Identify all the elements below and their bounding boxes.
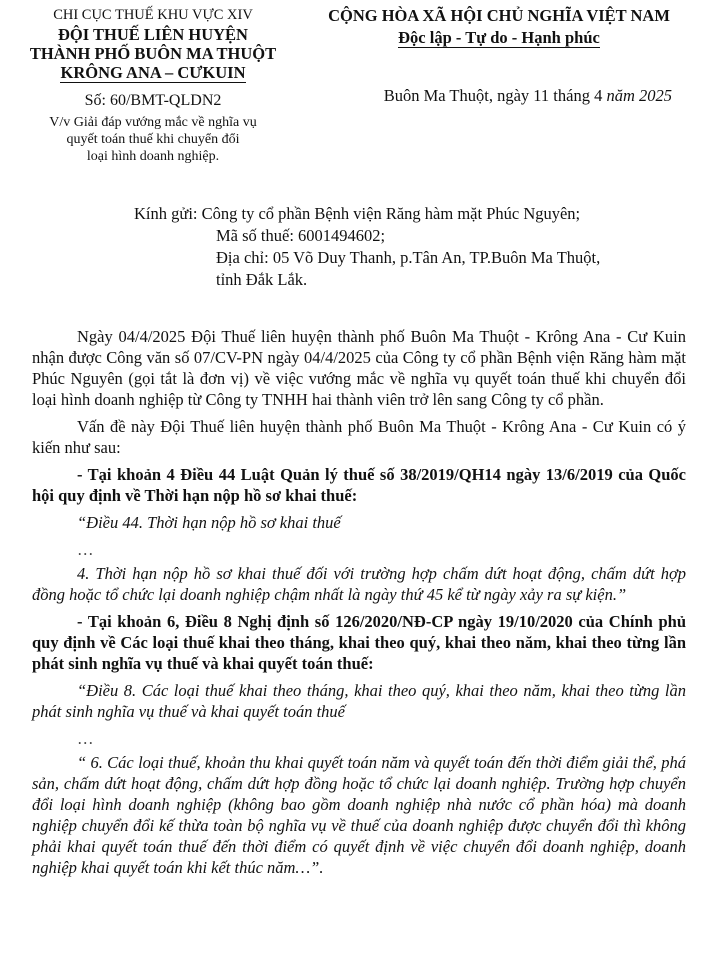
national-header-block	[300, 6, 698, 106]
date-prefix: Buôn Ma Thuột, ngày 11 tháng 4	[383, 86, 603, 105]
paragraph-2: Vấn đề này Đội Thuế liên huyện thành phố Buôn Ma Thuột - Krông Ana - Cư Kuin có ý kiến như sau:	[32, 417, 686, 457]
parent-agency: CHI CỤC THUẾ KHU VỰC XIV	[53, 7, 253, 23]
quote-clause-4: 4. Thời hạn nộp hồ sơ khai thuế đối với trường hợp chấm dứt hoạt động, chấm dứt hợp đồng hoặc tổ chức lại doanh nghiệp chậm nhất là ngày thứ 45 kể từ ngày xảy ra sự kiện.”	[32, 564, 686, 604]
date-suffix: năm 2025	[602, 86, 672, 105]
subject-line-1: V/v Giải đáp vướng mắc về nghĩa vụ	[49, 115, 257, 130]
subject-line-2: quyết toán thuế khi chuyển đổi	[66, 132, 240, 147]
issuing-agency-block	[8, 6, 298, 165]
quote-article-8: “Điều 8. Các loại thuế khai theo tháng, khai theo quý, khai theo năm, khai theo từng lần phát sinh nghĩa vụ thuế và khai quyết toán thuế	[32, 681, 686, 721]
paragraph-1: Ngày 04/4/2025 Đội Thuế liên huyện thành phố Buôn Ma Thuột - Krông Ana - Cư Kuin nhận được Công văn số 07/CV-PN ngày 04/4/2025 của Công ty cổ phần Bệnh viện Răng hàm mặt Phúc Nguyên (gọi tắt là đơn vị) về việc vướng mắc về nghĩa vụ quyết toán thuế khi chuyển đổi loại hình doanh nghiệp từ Công ty TNHH hai thành viên trở lên sang Công ty cổ phần.	[32, 327, 686, 409]
national-motto: Độc lập - Tự do - Hạnh phúc	[398, 28, 600, 47]
document-body	[32, 203, 686, 878]
ellipsis-1: …	[77, 540, 94, 559]
paragraph-3: - Tại khoản 4 Điều 44 Luật Quản lý thuế số 38/2019/QH14 ngày 13/6/2019 của Quốc hội quy định về Thời hạn nộp hồ sơ khai thuế:	[32, 465, 686, 505]
document-number: Số: 60/BMT-QLDN2	[84, 92, 222, 109]
unit-name-line-1: ĐỘI THUẾ LIÊN HUYỆN	[58, 25, 248, 44]
quote-clause-6: “ 6. Các loại thuế, khoản thu khai quyết toán năm và quyết toán đến thời điểm giải thể, phá sản, chấm dứt hoạt động, chấm dứt hợp đồng hoặc tổ chức lại doanh nghiệp. Trường hợp chuyển đổi loại hình doanh nghiệp (không bao gồm doanh nghiệp nhà nước cổ phần hóa) mà doanh nghiệp chuyển đổi kế thừa toàn bộ nghĩa vụ về thuế của doanh nghiệp được chuyển đổi thì không phải khai quyết toán thuế đến thời điểm có quyết định về việc chuyển đổi doanh nghiệp, doanh nghiệp khai quyết toán khi kết thúc năm…”.	[32, 753, 686, 877]
paragraph-4: - Tại khoản 6, Điều 8 Nghị định số 126/2020/NĐ-CP ngày 19/10/2020 của Chính phủ quy định về Các loại thuế khai theo tháng, khai theo quý, khai theo năm, khai theo từng lần phát sinh nghĩa vụ thuế và khai quyết toán thuế:	[32, 612, 686, 673]
national-title: CỘNG HÒA XÃ HỘI CHỦ NGHĨA VIỆT NAM	[328, 6, 670, 25]
recipient-address: Địa chỉ: 05 Võ Duy Thanh, p.Tân An, TP.Buôn Ma Thuột,	[216, 248, 601, 267]
recipient-block	[134, 203, 686, 291]
quote-article-44: “Điều 44. Thời hạn nộp hồ sơ khai thuế	[77, 513, 341, 532]
recipient-address-cont: tỉnh Đắk Lắk.	[216, 270, 308, 289]
unit-name-line-3: KRÔNG ANA – CƯKUIN	[60, 63, 246, 82]
recipient-line-1: Kính gửi: Công ty cổ phần Bệnh viện Răng hàm mặt Phúc Nguyên;	[134, 204, 581, 223]
subject-line-3: loại hình doanh nghiệp.	[86, 149, 220, 164]
recipient-tax-code: Mã số thuế: 6001494602;	[216, 226, 386, 245]
document-date	[300, 86, 698, 106]
ellipsis-2: …	[77, 729, 94, 748]
unit-name-line-2: THÀNH PHỐ BUÔN MA THUỘT	[29, 44, 277, 63]
